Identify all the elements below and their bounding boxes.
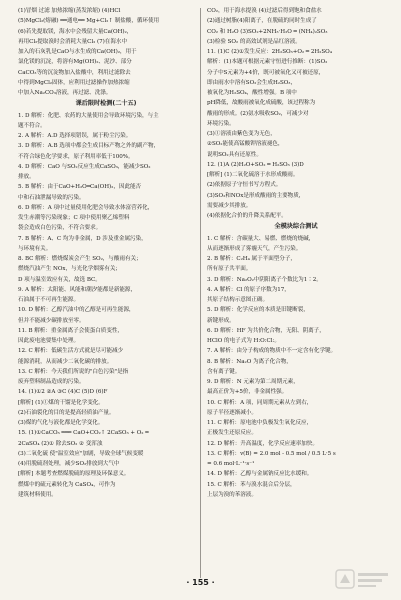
text-line: 12. D 解析：升高温度，化学反应速率加快。	[207, 440, 318, 447]
text-line: HClO 的电子式为 H:O:Cl:。	[207, 338, 280, 344]
text-line: CaCO₃等的沉淀物加入盐酸中，利用过滤除去	[18, 69, 131, 76]
text-line: 正极发生还原反应。	[207, 430, 257, 437]
text-line: (6)若先提取镁，海水中会残留大量Ca(OH)₂，	[18, 28, 133, 35]
text-line: 再用Cl₂提取溴时会消耗大量Cl₂ (7)在海水中	[18, 38, 127, 45]
text-line: 但并不能减少碳排放至零。	[18, 317, 85, 324]
text-line: 袋会造成白色污染，不符合要求。	[18, 225, 102, 232]
right-column	[207, 6, 385, 500]
text-line: 12. (1)A (2)H₂O+SO₂ ═ H₂SO₃ (3)D	[207, 161, 304, 168]
text-line: (4)用脱硫剂处理，减少SO₂排放到大气中	[18, 461, 120, 467]
text-line: 14. (1)①2 ②A ③C (4)C (5)D (6)F	[18, 389, 108, 396]
text-line: 6. D 解析：A 项中过量使用化肥会导致水体富营养化，	[18, 204, 154, 211]
text-line: 环境污染。	[207, 120, 235, 127]
text-line: 15. C 解析：苯与溴水混合后分层，	[207, 481, 296, 488]
text-line: 含有离子键。	[207, 368, 241, 375]
text-line: 燃煤中的硫元素转化为 CaSO₄，可作为	[18, 481, 116, 488]
text-line: 2CaSO₄ (2)① 除去SO₂ ② 变浑浊	[18, 440, 103, 447]
text-line: 1. D 解析：化肥、农药的大量使用会导致环境污染，与主	[18, 112, 159, 119]
text-line: 氯化镁的沉淀，将溶有Mg(OH)₂、泥沙、部分	[18, 59, 132, 66]
text-line: 新键形成。	[207, 317, 235, 324]
text-line: 不符合绿色化学要求，原子利用率低于100%。	[18, 153, 134, 160]
page-number: · 155 ·	[186, 578, 215, 587]
text-line: 10. C 解析：A 项，同周期元素从左到右，	[207, 399, 313, 406]
text-line: (3)SO₂和NOx是形成酸雨的主要物质，	[207, 192, 305, 199]
text-line: (2)通过树脂(4)阳离子，在脱硫的同时生成了	[207, 18, 317, 25]
text-line: 12. C 解析：低碳生活方式就是尽可能减少	[18, 348, 124, 355]
text-line: 8. BC 解析：燃烧煤炭会产生 SO₂，与酸雨有关；	[18, 256, 142, 262]
text-line: 需要减少其排放。	[207, 202, 252, 209]
text-line: 燃烧汽油产生 NOx，与光化学烟雾有关；	[18, 266, 121, 273]
text-line: 5. B 解析：由于CaO+H₂O═Ca(OH)₂，因此能否	[18, 184, 142, 191]
text-line: 13. C 解析：v(B) = 2.0 mol - 0.5 mol / 0.5 L·5 s	[207, 450, 336, 457]
text-line: 酸雨的形成。(2)氨水吸收SO₂，可减少对	[207, 110, 309, 117]
text-line: 排放。	[18, 174, 35, 180]
text-line: 11. C 解析：原电池中负极发生氧化反应，	[207, 420, 313, 426]
text-line: [解析] (1)二氧化硫溶于水形成酸雨。	[207, 172, 299, 178]
text-line: 题不符合。	[18, 122, 46, 129]
text-line: 加入的石灰乳是CaO与水生成的Ca(OH)₂，用于	[18, 49, 137, 55]
text-line: 分子中S元素为+4价，既可被氧化又可被还原，	[207, 69, 325, 76]
text-line: (3)煤的气化与液化都是化学变化。	[18, 420, 104, 426]
text-line: (2)石油裂化的目的是提高轻质油产量。	[18, 409, 115, 416]
section-header: 课后限时检测(二十五)	[75, 100, 137, 108]
column-divider	[200, 8, 201, 578]
text-line: 7. B 解析：A、C 均为非金属，D 涉及重金属污染，	[18, 235, 147, 242]
text-line: pH降低，故酸雨被氧化成硫酸，该过程称为	[207, 100, 316, 107]
text-line: 7. A 解析：由分子构成的物质中不一定含有化学键。	[207, 348, 337, 355]
text-line: 2. B 解析：C₂H₄ 属于平面型分子，	[207, 256, 296, 262]
text-line: 废弃塑料制品造成的污染。	[18, 379, 85, 385]
text-line: 2. A 解析：A.D 选择项错误，属于粉尘污染。	[18, 133, 132, 139]
text-line: D 项与温室效应有关，故选 BC。	[18, 276, 101, 283]
text-line: 11. B 解析：重金属离子会使蛋白质变性，	[18, 327, 123, 334]
text-line: 所有原子共平面。	[207, 266, 252, 273]
text-line: 其原子结构示意图正确。	[207, 297, 268, 303]
text-line: (5)MgCl₂(熔融) ══通电══ Mg+Cl₂↑ 制盐酸，循环使用	[18, 18, 160, 25]
text-line: 1. C 解析：含碳量大、易燃、燃烧的烧碱，	[207, 235, 315, 242]
text-line: (2)依据原子守恒书写方程式。	[207, 182, 282, 189]
text-line: 3. D 解析：Na₂O₂中阴阳离子个数比为1∶2。	[207, 276, 322, 283]
section-header: 全模块综合测试	[274, 223, 318, 231]
text-line: 8. B 解析：Na₂O 为离子化合物，	[207, 358, 292, 365]
text-line: 5. D 解析：化学反应的本质是旧键断裂，	[207, 307, 309, 314]
text-line: 原子半径逐渐减小。	[207, 409, 257, 416]
text-line: 10. D 解析：乙醇汽油中的乙醇是可再生能源，	[18, 307, 135, 314]
text-line: (3)检验 SO₂ 的高效试剂是品红溶液。	[207, 38, 301, 45]
text-line: 说明SO₂具有还原性。	[207, 151, 262, 158]
text-line: 解析：(1)本题可根据元素守恒进行推断：(1)SO₂	[207, 59, 328, 66]
text-line: 能源消耗，从而减少二氧化碳的排放。	[18, 358, 113, 365]
text-line: [解析] (1)①煤的干馏是化学变化。	[18, 399, 104, 406]
text-line: 11. (1)C (2)①发生反应：2H₂SO₃+O₂ ═ 2H₂SO₄	[207, 49, 332, 55]
text-line: 9. D 解析：N 元素为第二周期元素，	[207, 379, 299, 385]
text-line: 与环境有关。	[18, 245, 52, 252]
text-line: CO₂，用于海水提溴 (4)过滤后得到饱和食盐水	[207, 8, 322, 14]
text-line: 发生赤潮等污染现象；C 项中使用聚乙烯塑料	[18, 215, 130, 221]
text-line: 石油属于不可再生能源。	[18, 297, 79, 303]
text-line: ②SO₂能使高锰酸钾溶液褪色，	[207, 141, 284, 148]
text-line: (3)①溶液由紫色变为无色，	[207, 131, 276, 137]
text-line: 15. (1)①CaCO₃ ═══ CaO+CO₂↑ 2CaSO₃ + O₂ ═	[18, 430, 149, 437]
text-line: 从而逐渐形成了雾霾天气，产生污染。	[207, 245, 302, 252]
text-line: CO₂ 和 H₂O (3)SO₂+2NH₃·H₂O ═ (NH₄)₂SO₃	[207, 28, 328, 35]
text-line: 中和石油泄漏导致的污染。	[18, 194, 85, 201]
text-line: 3. D 解析：A.B 选项中都会生成目标产物之外的副产物，	[18, 143, 160, 150]
text-line: (4)依据化合价的升降关系配平。	[207, 213, 287, 219]
text-line: 中得到MgCl₂固体，应利用过滤操作加热浓缩	[18, 79, 130, 86]
watermark-logo-icon	[335, 568, 391, 590]
text-line: 9. A 解析：太阳能、风能和潮汐能都是新能源，	[18, 286, 137, 293]
text-line: 即由雨水中溶有SO₂会生成H₂SO₃，	[207, 79, 297, 86]
text-line: 4. A 解析：Cl 的原子序数为17，	[207, 286, 290, 293]
text-line: 4. D 解析：CaO 与SO₂反应生成CaSO₃，能减少SO₂	[18, 163, 151, 170]
text-line: 因此废电池要集中处理。	[18, 338, 79, 344]
text-line: = 0.6 mol·L⁻¹·s⁻¹	[207, 461, 255, 467]
text-line: 上层为溴的苯溶液。	[207, 491, 257, 498]
text-line: 最高正价为+5价，非金属性强。	[207, 389, 288, 396]
text-line: (1)冒烟 过滤 加热浓缩(蒸发浓缩) (4)HCl	[18, 8, 121, 14]
left-column	[18, 6, 194, 500]
text-line: 6. D 解析：HF 为共价化合物，无阳、阴离子，	[207, 327, 325, 334]
text-line: 14. D 解析：乙醇与金属钠反应比水缓和。	[207, 471, 313, 478]
text-line: 中加入Na₂CO₃溶液，再过滤、洗涤。	[18, 90, 112, 96]
text-line: 建筑材料使用。	[18, 491, 57, 498]
text-line: 13. C 解析：今天我们所说的"白色污染"是指	[18, 368, 129, 375]
text-line: 被氧化为H₂SO₄，酸性增强。B 项中	[207, 90, 297, 96]
text-line: (3)二氧化硫 使"温室效应"加剧，导致全球气候变暖	[18, 450, 144, 457]
text-line: [解析] 本题考查燃煤脱硫的原理及环保意义。	[18, 471, 130, 478]
